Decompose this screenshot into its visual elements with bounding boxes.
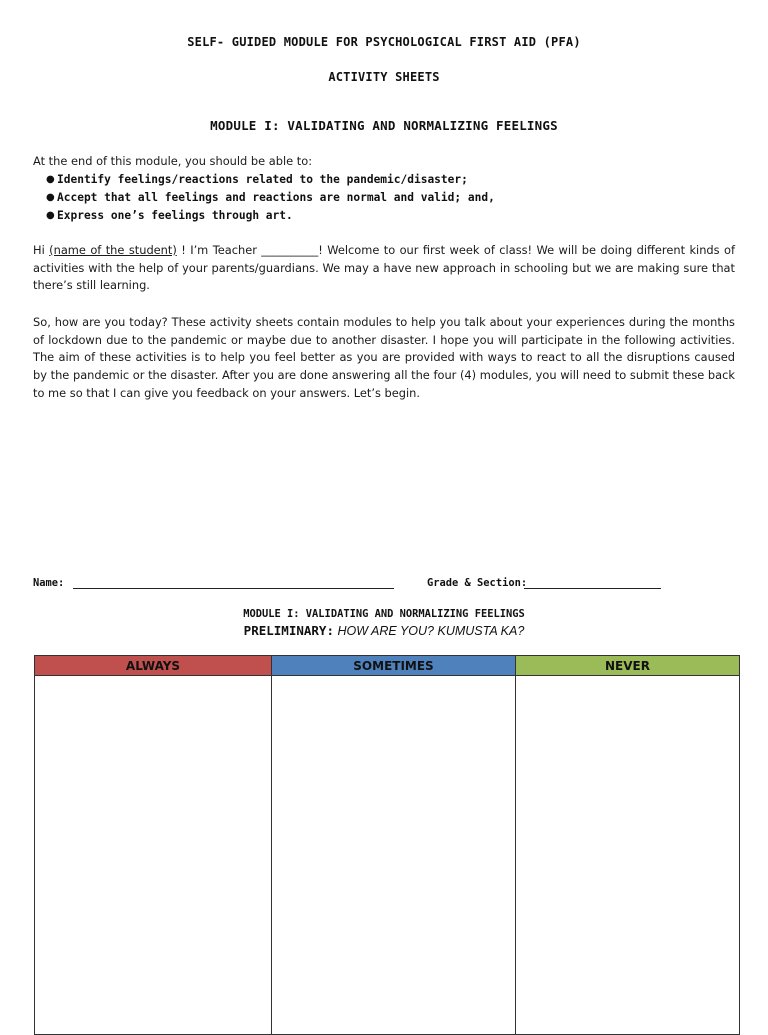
greeting-text: Hi bbox=[33, 243, 50, 257]
introduction-paragraph: So, how are you today? These activity sheets contain modules to help you talk about your experiences during the months of lockdown due to the pandemic or maybe due to another disaster. I hope you will participate in the following activities. The aim of these activities is to help you feel better as you are provided with ways to react to all the disruptions caused by the pandemic or the disaster. After you are done answering all the four (4) modules, you will need to submit these back to me so that I can give you feedback on your answers. Let’s begin. bbox=[33, 315, 735, 400]
name-blank-line[interactable] bbox=[73, 588, 394, 589]
grade-section-blank-line[interactable] bbox=[524, 588, 661, 589]
welcome-text: ! I’m Teacher __________! Welcome to our first week of class! We will be doing different kinds of activities with the help of your parents/guardians. We may a have new approach in schooling but we are making sure that there’s still learning. bbox=[33, 243, 735, 293]
student-name-placeholder: (name of the student) bbox=[49, 243, 177, 257]
name-label: Name: bbox=[33, 577, 65, 589]
header-sometimes: SOMETIMES bbox=[272, 656, 516, 676]
always-answer-cell[interactable] bbox=[35, 676, 272, 1035]
objectives-lead: At the end of this module, you should be able to: bbox=[33, 154, 313, 168]
bullet-icon: ● bbox=[46, 174, 55, 185]
welcome-paragraph bbox=[33, 242, 735, 295]
preliminary-heading bbox=[0, 623, 768, 638]
objective-item bbox=[46, 189, 495, 207]
never-answer-cell[interactable] bbox=[516, 676, 740, 1035]
grade-section-label: Grade & Section: bbox=[427, 577, 528, 589]
sometimes-answer-cell[interactable] bbox=[272, 676, 516, 1035]
feelings-table bbox=[34, 655, 740, 1035]
bullet-icon: ● bbox=[46, 192, 55, 203]
preliminary-question: HOW ARE YOU? KUMUSTA KA? bbox=[333, 624, 525, 638]
sheet-module-title: MODULE I: VALIDATING AND NORMALIZING FEELINGS bbox=[243, 608, 525, 620]
module-title: MODULE I: VALIDATING AND NORMALIZING FEELINGS bbox=[210, 118, 558, 133]
header-always: ALWAYS bbox=[35, 656, 272, 676]
preliminary-label: PRELIMINARY: bbox=[243, 623, 334, 638]
header-never: NEVER bbox=[516, 656, 740, 676]
bullet-icon: ● bbox=[46, 210, 55, 221]
student-info-row bbox=[33, 577, 735, 593]
objectives-list bbox=[46, 171, 495, 225]
document-title: SELF- GUIDED MODULE FOR PSYCHOLOGICAL FIRST AID (PFA) bbox=[187, 35, 581, 49]
objective-text: Express one’s feelings through art. bbox=[57, 209, 293, 222]
objective-text: Identify feelings/reactions related to the pandemic/disaster; bbox=[57, 173, 468, 186]
activity-sheets-title: ACTIVITY SHEETS bbox=[328, 70, 440, 84]
objective-item bbox=[46, 207, 495, 225]
objective-text: Accept that all feelings and reactions are normal and valid; and, bbox=[57, 191, 495, 204]
objective-item bbox=[46, 171, 495, 189]
table-row bbox=[35, 676, 740, 1035]
table-header-row bbox=[35, 656, 740, 676]
